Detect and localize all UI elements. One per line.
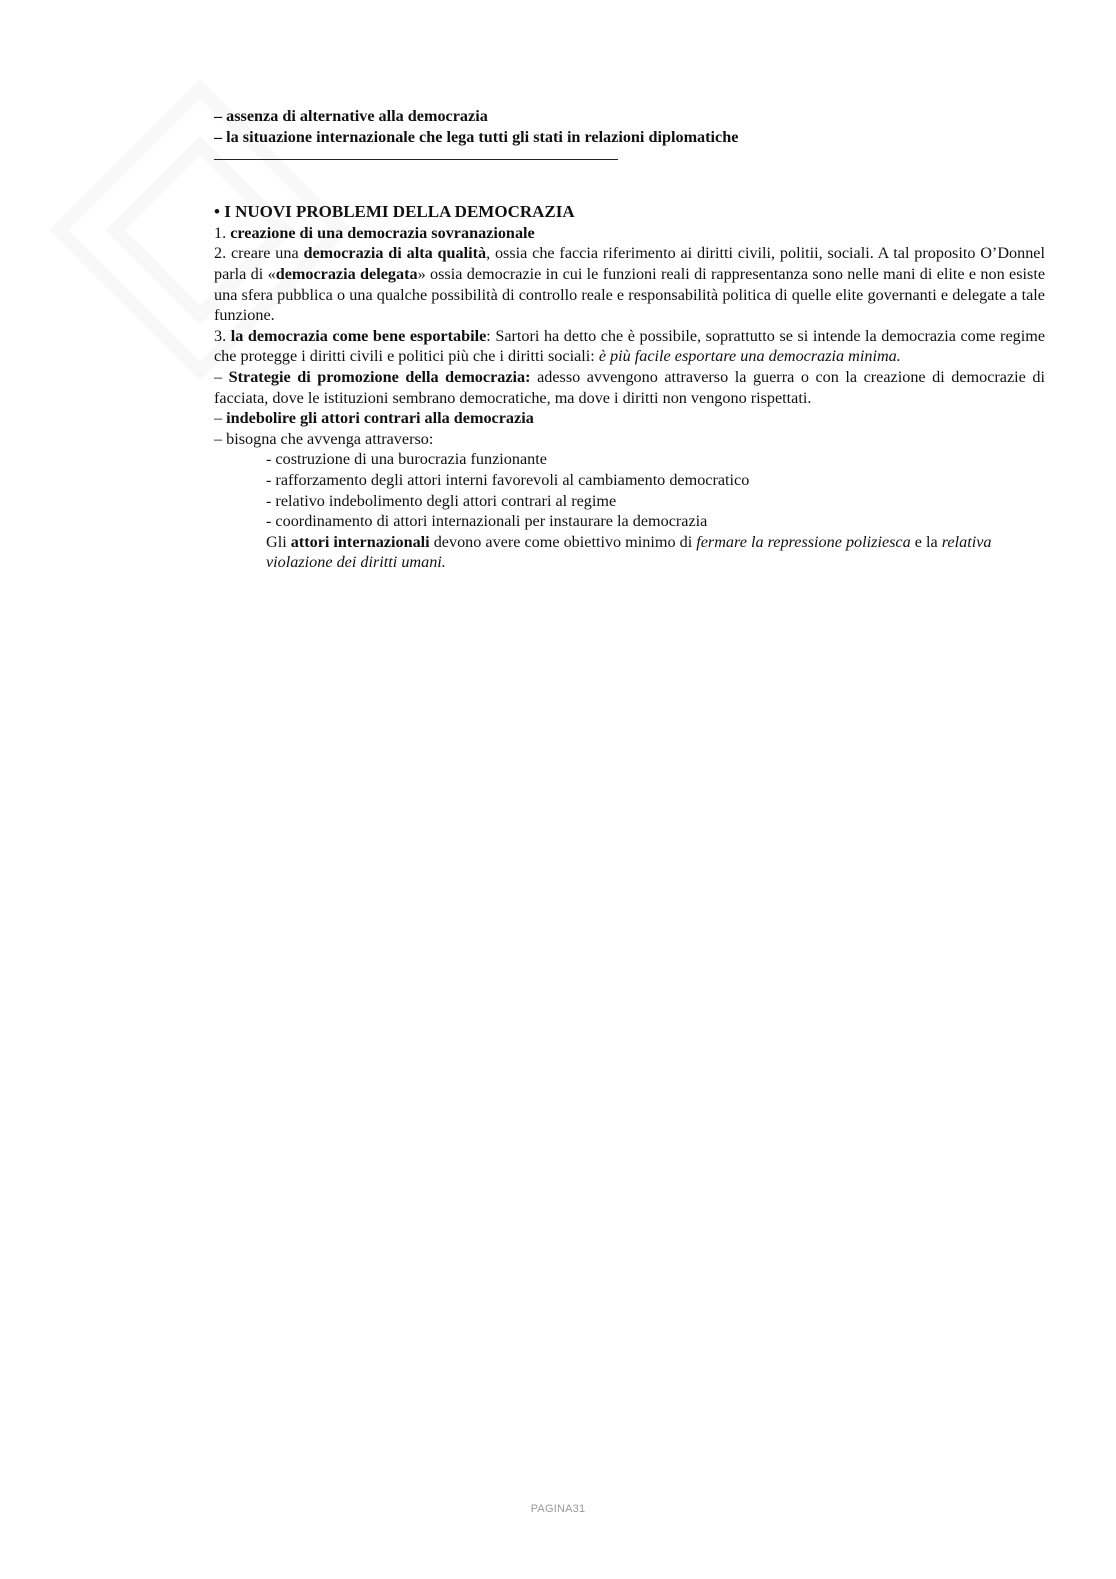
section-divider	[214, 159, 618, 160]
sub-item-indebolimento: - relativo indebolimento degli attori contrari al regime	[266, 491, 617, 510]
page-number: PAGINA31	[530, 1503, 586, 1515]
top-item-international: – la situazione internazionale che lega tutti gli stati in relazioni diplomatiche	[214, 127, 739, 146]
sub-item-rafforzamento: - rafforzamento degli attori interni favorevoli al cambiamento democratico	[266, 470, 750, 489]
sub-list	[214, 449, 1045, 573]
indebolire-item: – indebolire gli attori contrari alla democrazia	[214, 409, 534, 428]
closing-paragraph: Gli attori internazionali devono avere come obiettivo minimo di fermare la repressione poliziesca e la relativa violazione dei diritti umani.	[266, 532, 992, 572]
strategie-paragraph: – Strategie di promozione della democrazia: adesso avvengono attraverso la guerra o con la creazione di democrazie di facciata, dove le istituzioni sembrano democratiche, ma dove i diritti non vengono rispettati.	[214, 367, 1045, 407]
item-1: 1. creazione di una democrazia sovranazionale	[214, 223, 535, 242]
item-3: 3. la democrazia come bene esportabile: Sartori ha detto che è possibile, soprattutto se si intende la democrazia come regime che protegge i diritti civili e politici più che i diritti sociali: è più facile esportare una democrazia minima.	[214, 326, 1046, 366]
section-heading: • I NUOVI PROBLEMI DELLA DEMOCRAZIA	[214, 202, 575, 222]
bisogna-item: – bisogna che avvenga attraverso:	[214, 429, 434, 448]
sub-item-coordinamento: - coordinamento di attori internazionali per instaurare la democrazia	[266, 512, 708, 531]
document-body	[214, 106, 1045, 573]
item-2: 2. creare una democrazia di alta qualità, ossia che faccia riferimento ai diritti civili, politii, sociali. A tal proposito O’Donnel parla di «democrazia delegata» ossia democrazie in cui le funzioni reali di rappresentanza sono nelle mani di elite e non esiste una sfera pubblica o una qualche possibilità di controllo reale e responsabilità politica di quelle elite governanti e delegate a tale funzione.	[214, 244, 1046, 325]
top-item-alternatives: – assenza di alternative alla democrazia	[214, 107, 488, 125]
sub-item-burocrazia: - costruzione di una burocrazia funzionante	[266, 450, 547, 469]
